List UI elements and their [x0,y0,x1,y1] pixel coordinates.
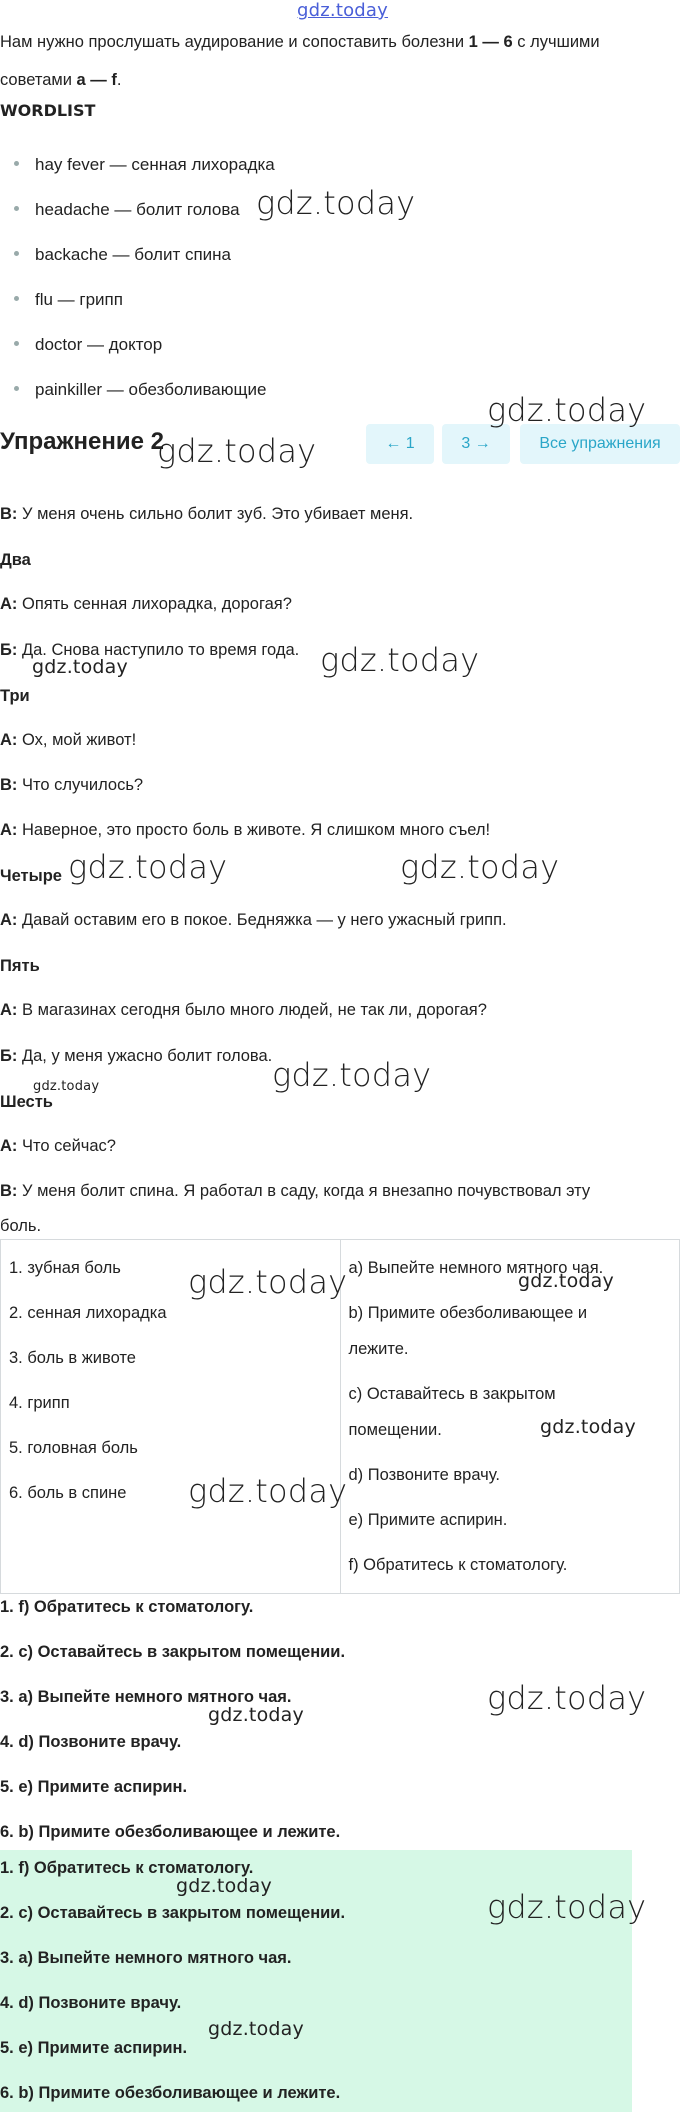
highlighted-answer-line: 2. c) Оставайтесь в закрытом помещении. [0,1904,346,1922]
bullet-icon [14,341,19,346]
top-watermark-link[interactable]: gdz.today [297,0,389,21]
advice-item: b) Примите обезболивающее и [348,1304,588,1322]
intro-range-numbers: 1 — 6 [468,33,513,51]
ailment-item: 3. боль в животе [9,1349,136,1367]
dialogue-text: В магазинах сегодня было много людей, не так ли, дорогая? [17,1001,487,1019]
watermark: gdz.today [33,1079,100,1094]
answer-line: 4. d) Позвоните врачу. [0,1733,182,1751]
dialogue-line [0,496,413,532]
speaker-label: А: [0,731,18,749]
intro-range-letters: a — f [76,71,117,89]
dialogue-text: Наверное, это просто боль в животе. Я слишком много съел! [17,821,491,839]
intro-text: советами [0,71,77,89]
dialogue-text: Да. Снова наступило то время года. [17,641,300,659]
intro-text-end: . [116,71,122,89]
dialogue-line [0,1173,590,1209]
dialogue-text: Что случилось? [17,776,144,794]
dialogue-text: Ох, мой живот! [17,731,137,749]
wordlist-item [14,370,266,410]
dialogue-line [0,992,487,1028]
watermark: gdz.today [188,1263,348,1301]
watermark: gdz.today [188,1472,348,1510]
watermark: gdz.today [518,1270,614,1292]
dialogue-heading: Два [0,551,31,569]
dialogue-text: У меня болит спина. Я работал в саду, когда я внезапно почувствовал эту [17,1182,591,1200]
speaker-label: Б: [0,641,18,659]
advice-item-continued: лежите. [348,1340,409,1358]
answer-line: 2. c) Оставайтесь в закрытом помещении. [0,1643,346,1661]
advice-item-continued: помещении. [348,1421,442,1439]
answer-line: 6. b) Примите обезболивающее и лежите. [0,1823,341,1841]
dialogue-heading: Четыре [0,867,62,885]
watermark: gdz.today [208,2018,304,2040]
ailment-item: 2. сенная лихорадка [9,1304,167,1322]
wordlist-item [14,190,240,230]
dialogue-heading: Пять [0,957,40,975]
dialogue-line [0,722,136,758]
dialogue-line [0,1128,116,1164]
answer-line: 5. e) Примите аспирин. [0,1778,188,1796]
speaker-label: А: [0,1137,18,1155]
dialogue-text: боль. [0,1217,42,1235]
ailment-item: 1. зубная боль [9,1259,121,1277]
wordlist-title: WORDLIST [0,101,96,120]
dialogue-heading: Три [0,687,30,705]
wordlist-item-text: painkiller — обезболивающие [35,380,267,399]
wordlist-item [14,325,162,365]
advice-item: a) Выпейте немного мятного чая. [348,1259,604,1277]
answer-line: 3. a) Выпейте немного мятного чая. [0,1688,292,1706]
dialogue-text: У меня очень сильно болит зуб. Это убивает меня. [17,505,414,523]
highlighted-answer-line: 6. b) Примите обезболивающее и лежите. [0,2084,341,2102]
wordlist-item [14,235,231,275]
dialogue-heading: Шесть [0,1093,53,1111]
ailment-item: 5. головная боль [9,1439,138,1457]
bullet-icon [14,206,19,211]
wordlist-item-text: hay fever — сенная лихорадка [35,155,275,174]
dialogue-line [0,1038,272,1074]
speaker-label: В: [0,776,18,794]
highlighted-answer-line: 4. d) Позвоните врачу. [0,1994,182,2012]
watermark: gdz.today [272,1056,432,1094]
wordlist-item-text: doctor — доктор [35,335,163,354]
advice-item: d) Позвоните врачу. [348,1466,500,1484]
watermark: gdz.today [208,1704,304,1726]
speaker-label: Б: [0,1047,18,1065]
advice-item: e) Примите аспирин. [348,1511,508,1529]
dialogue-line [0,767,143,803]
speaker-label: А: [0,595,18,613]
watermark: gdz.today [256,184,416,222]
watermark: gdz.today [32,656,128,678]
next-exercise-button[interactable]: 3 → [442,424,510,464]
intro-line-1 [0,24,600,60]
speaker-label: А: [0,911,18,929]
watermark: gdz.today [540,1416,636,1438]
wordlist-item [14,145,275,185]
speaker-label: А: [0,1001,18,1019]
answer-line: 1. f) Обратитесь к стоматологу. [0,1598,254,1616]
bullet-icon [14,161,19,166]
speaker-label: В: [0,505,18,523]
watermark: gdz.today [487,1888,647,1926]
intro-text-end: с лучшими [512,33,600,51]
ailment-item: 6. боль в спине [9,1484,127,1502]
wordlist-item-text: headache — болит голова [35,200,240,219]
watermark: gdz.today [157,432,317,470]
wordlist-item-text: backache — болит спина [35,245,232,264]
highlighted-answer-line: 1. f) Обратитесь к стоматологу. [0,1859,254,1877]
dialogue-line [0,902,507,938]
exercise-title: Упражнение 2 [0,428,164,455]
ailment-item: 4. грипп [9,1394,70,1412]
bullet-icon [14,386,19,391]
dialogue-text: Что сейчас? [17,1137,116,1155]
wordlist-item-text: flu — грипп [35,290,123,309]
bullet-icon [14,296,19,301]
watermark: gdz.today [320,641,480,679]
intro-text: Нам нужно прослушать аудирование и сопоставить болезни [0,33,469,51]
speaker-label: В: [0,1182,18,1200]
wordlist-item [14,280,123,320]
bullet-icon [14,251,19,256]
dialogue-text: Опять сенная лихорадка, дорогая? [17,595,292,613]
dialogue-line [0,586,292,622]
highlighted-answer-line: 5. e) Примите аспирин. [0,2039,188,2057]
advice-item: f) Обратитесь к стоматологу. [348,1556,568,1574]
watermark: gdz.today [487,1679,647,1717]
watermark: gdz.today [487,391,647,429]
watermark: gdz.today [68,848,228,886]
advice-item: c) Оставайтесь в закрытом [348,1385,556,1403]
all-exercises-button[interactable]: Все упражнения [520,424,680,464]
dialogue-text: Давай оставим его в покое. Бедняжка — у него ужасный грипп. [17,911,507,929]
speaker-label: А: [0,821,18,839]
highlighted-answer-line: 3. a) Выпейте немного мятного чая. [0,1949,292,1967]
dialogue-text: Да, у меня ужасно болит голова. [17,1047,273,1065]
prev-exercise-button[interactable]: ← 1 [366,424,434,464]
dialogue-line [0,812,490,848]
watermark: gdz.today [176,1875,272,1897]
watermark: gdz.today [400,848,560,886]
